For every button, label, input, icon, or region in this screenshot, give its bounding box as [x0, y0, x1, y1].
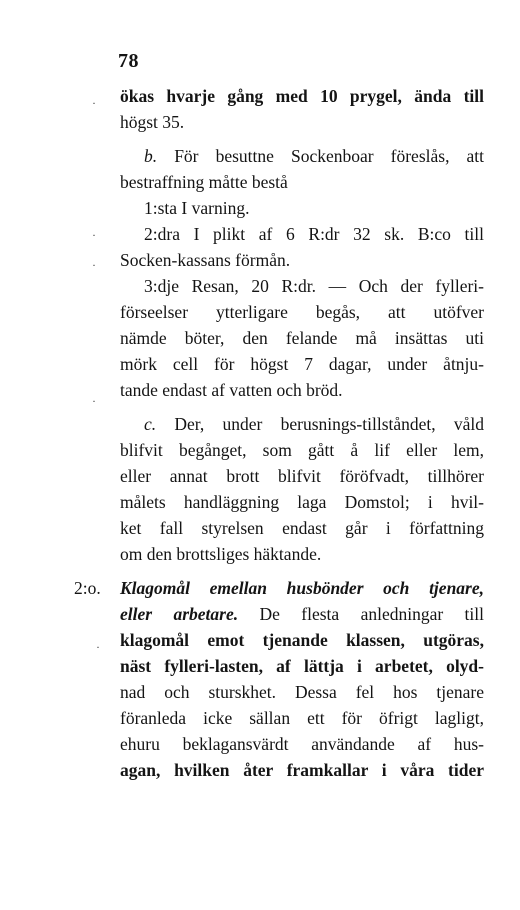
text-line: bestraffning måtte bestå [120, 172, 288, 192]
margin-speck: · [92, 96, 96, 110]
text-line: 3:dje Resan, 20 R:dr. — Och der fylleri- [144, 276, 484, 296]
text-line: ehuru beklagansvärdt användande af hus- [120, 734, 484, 754]
text-span: För besuttne Sockenboar föreslås, att [174, 146, 485, 166]
paragraph-label: c. [144, 414, 157, 434]
margin-speck: · [92, 394, 96, 408]
text-line: tande endast af vatten och bröd. [120, 380, 343, 400]
text-line: näst fylleri-lasten, af lättja i arbetet, olyd- [120, 656, 484, 676]
text-span: De flesta anledningar till [259, 604, 485, 624]
text-line: nad och sturskhet. Dessa fel hos tjenare [120, 682, 484, 702]
paragraph-c [144, 412, 484, 436]
text-line: om den brottsliges häktande. [120, 544, 322, 564]
text-line: 2:dra I plikt af 6 R:dr 32 sk. B:co till [144, 224, 484, 244]
text-line: ökas hvarje gång med 10 prygel, ända till [120, 86, 484, 106]
margin-speck: · [92, 228, 96, 242]
page-number: 78 [118, 50, 139, 72]
text-line: målets handläggning laga Domstol; i hvil- [120, 492, 484, 512]
text-line: eller annat brott blifvit föröfvadt, tillhörer [120, 466, 484, 486]
margin-speck: · [92, 258, 96, 272]
paragraph-b [144, 144, 484, 168]
section-number: 2:o. [74, 578, 101, 598]
text-line: blifvit begånget, som gått å lif eller lem, [120, 440, 484, 460]
text-line: föranleda icke sällan ett för öfrigt lagligt, [120, 708, 484, 728]
text-line: Socken-kassans förmån. [120, 250, 291, 270]
text-line: 1:sta I varning. [144, 198, 250, 218]
section-heading: Klagomål emellan husbönder och tjenare, [120, 578, 484, 598]
text-line: agan, hvilken åter framkallar i våra tider [120, 760, 484, 780]
text-span: Der, under berusnings-tillståndet, våld [174, 414, 484, 434]
text-line: klagomål emot tjenande klassen, utgöras, [120, 630, 484, 650]
text-line: nämde böter, den felande må insättas uti [120, 328, 484, 348]
text-line: högst 35. [120, 112, 185, 132]
section-heading-cont: eller arbetare. [120, 604, 239, 624]
section-heading-line [120, 602, 484, 626]
text-line: ket fall styrelsen endast går i författning [120, 518, 484, 538]
text-line: mörk cell för högst 7 dagar, under åtnju- [120, 354, 484, 374]
text-line: förseelser ytterligare begås, att utöfver [120, 302, 484, 322]
margin-speck: · [96, 640, 100, 654]
paragraph-label: b. [144, 146, 158, 166]
